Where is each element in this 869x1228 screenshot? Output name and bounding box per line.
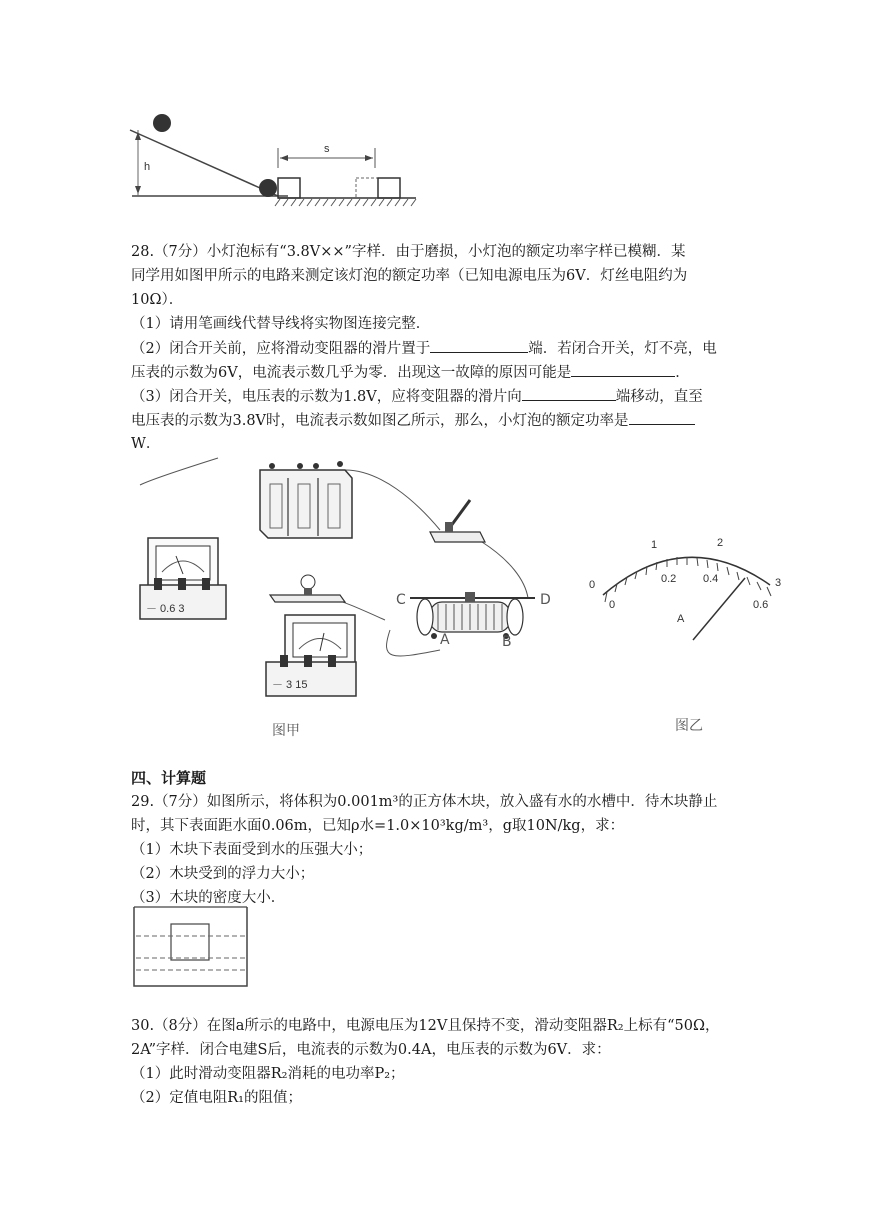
rheostat-label-c: C	[396, 592, 406, 608]
bottom-scale-0-6: 0.6	[753, 599, 769, 611]
top-scale-3: 3	[775, 577, 782, 589]
q30-part-1: （1）此时滑动变阻器R₂消耗的电功率P₂；	[131, 1066, 405, 1082]
q30-line-2: 2A”字样．闭合电建S后，电流表的示数为0.4A，电压表的示数为6V．求：	[131, 1042, 611, 1058]
q28-line-2: 同学用如图甲所示的电路来测定该灯泡的额定功率（已知电源电压为6V．灯丝电阻约为	[131, 268, 688, 284]
q28-p2-text-d: ．	[675, 365, 690, 381]
q29-part-2: （2）木块受到的浮力大小；	[131, 866, 315, 882]
q29-part-1: （1）木块下表面受到水的压强大小；	[131, 842, 373, 858]
ammeter-terminal-labels: － 0.6 3	[146, 603, 185, 615]
q30-line-1: 30.（8分）在图a所示的电路中，电源电压为12V且保持不变，滑动变阻器R₂上标有“50Ω，	[131, 1018, 720, 1034]
section-4-title: 四、计算题	[131, 769, 207, 787]
incline-h-label: h	[144, 161, 151, 173]
ammeter-icon	[140, 538, 226, 619]
q30-part-2: （2）定值电阻R₁的阻值；	[131, 1090, 302, 1106]
meter-needle	[693, 578, 745, 640]
top-scale-2: 2	[717, 537, 724, 549]
top-scale-0: 0	[589, 579, 596, 591]
answer-blank-slider-end[interactable]	[430, 336, 528, 353]
figure-yi-caption: 图乙	[675, 718, 703, 734]
battery-icon	[260, 461, 352, 538]
q28-part-3-line-1	[131, 384, 703, 409]
q28-part-2-line-1	[131, 336, 717, 361]
q28-p2-text-c: 压表的示数为6V，电流表示数几乎为零．出现这一故障的原因可能是	[131, 365, 572, 381]
q28-part-1: （1）请用笔画线代替导线将实物图连接完整．	[131, 316, 431, 332]
lamp-icon	[270, 575, 345, 602]
meter-unit-label: A	[677, 613, 685, 625]
voltmeter-terminal-labels: － 3 15	[272, 679, 308, 691]
bottom-scale-0-2: 0.2	[661, 573, 677, 585]
q29-line-2: 时，其下表面距水面0.06m，已知ρ水=1.0×10³kg/m³，g取10N/kg，求：	[131, 818, 625, 834]
answer-blank-rated-power[interactable]	[629, 408, 695, 425]
figure-yi-ammeter-scale	[585, 530, 785, 740]
rheostat-label-b: B	[502, 634, 512, 650]
figure-jia-caption: 图甲	[272, 723, 300, 739]
q28-line-3: 10Ω）．	[131, 292, 184, 308]
q28-part-3-line-3: W．	[131, 436, 161, 452]
figure-jia-circuit	[140, 450, 580, 750]
q29-line-1: 29.（7分）如图所示，将体积为0.001m³的正方体木块，放入盛有水的水槽中．待木块静止	[131, 794, 718, 810]
answer-blank-move-direction[interactable]	[522, 384, 616, 401]
q28-part-2-line-2	[131, 360, 690, 385]
bottom-scale-0: 0	[609, 599, 616, 611]
q28-p2-text-a: （2）闭合开关前，应将滑动变阻器的滑片置于	[131, 341, 431, 357]
switch-icon	[430, 500, 485, 542]
rheostat-label-d: D	[540, 592, 551, 608]
incline-figure	[128, 108, 428, 218]
answer-blank-fault-reason[interactable]	[571, 360, 675, 377]
q28-p2-text-b: 端．若闭合开关，灯不亮，电	[528, 341, 717, 357]
q28-p3-text-a: （3）闭合开关，电压表的示数为1.8V，应将变阻器的滑片向	[131, 389, 522, 405]
top-scale-1: 1	[651, 539, 658, 551]
q28-line-1: 28.（7分）小灯泡标有“3.8V××”字样．由于磨损，小灯泡的额定功率字样已模糊．某	[131, 244, 686, 260]
q28-p3-text-c: 电压表的示数为3.8V时，电流表示数如图乙所示，那么，小灯泡的额定功率是	[131, 413, 629, 429]
incline-s-label: s	[324, 143, 330, 155]
voltmeter-icon	[266, 615, 356, 696]
q28-part-3-line-2	[131, 408, 695, 433]
water-tank-figure	[133, 906, 251, 990]
q28-p3-text-b: 端移动，直至	[615, 389, 703, 405]
bottom-scale-0-4: 0.4	[703, 573, 719, 585]
rheostat-icon	[396, 592, 551, 650]
rheostat-label-a: A	[440, 632, 450, 648]
q29-part-3: （3）木块的密度大小．	[131, 890, 286, 906]
